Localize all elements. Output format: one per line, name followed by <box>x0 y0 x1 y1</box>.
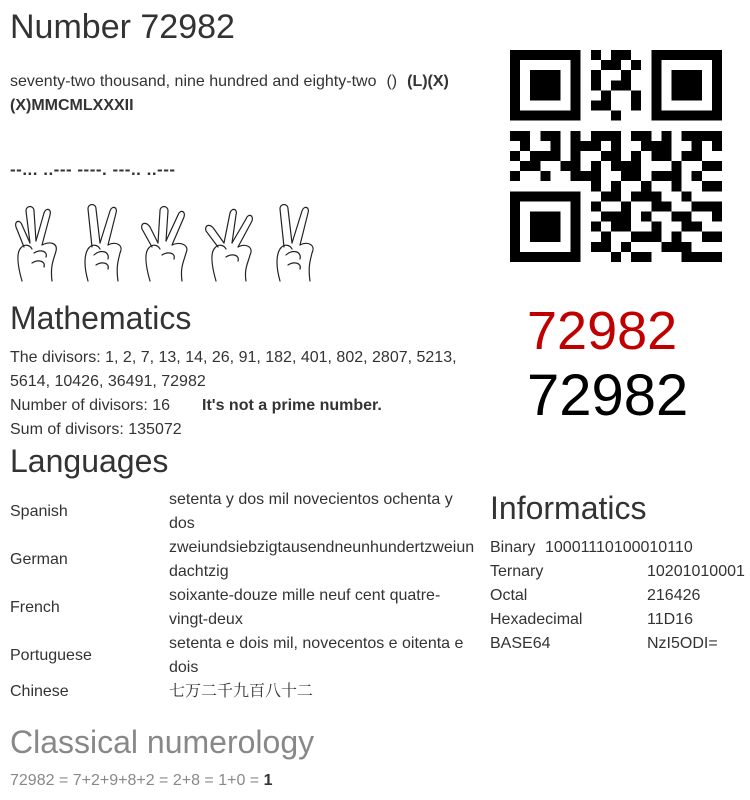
number-names <box>10 70 470 118</box>
language-value: 七万二千九百八十二 <box>169 683 314 700</box>
sum-of-divisors: Sum of divisors: 135072 <box>10 421 182 438</box>
roman-numeral: (L)(X)(X)MMCMLXXXII <box>10 73 449 114</box>
informatics-table <box>490 536 750 656</box>
info-label: Binary <box>490 539 536 556</box>
qr-code-icon <box>510 50 722 262</box>
morse-code: --... ..--- ----. ---.. ..--- <box>10 160 176 179</box>
info-label: Octal <box>490 587 528 604</box>
info-row-base64 <box>490 632 750 656</box>
info-label: Ternary <box>490 563 544 580</box>
numerology-heading: Classical numerology <box>10 724 315 760</box>
prime-status: It's not a prime number. <box>202 397 382 414</box>
info-value: 216426 <box>647 587 701 604</box>
number-of-divisors: Number of divisors: 16 <box>10 397 171 414</box>
page-title: Number 72982 <box>10 8 235 46</box>
number-words: seventy-two thousand, nine hundred and eighty-two <box>10 73 377 90</box>
divisors-list: The divisors: 1, 2, 7, 13, 14, 26, 91, 182, 401, 802, 2807, 5213, 5614, 10426, 36491, 72982 <box>10 349 457 390</box>
hand-sign-icon <box>138 203 196 283</box>
info-row-hexadecimal <box>490 608 750 632</box>
number-display-red: 72982 <box>527 301 678 361</box>
info-value: 10201010001 <box>647 563 745 580</box>
informatics-heading: Informatics <box>490 490 647 526</box>
numerology-equation <box>10 772 272 790</box>
language-name: Spanish <box>10 503 68 520</box>
language-value: zweiundsiebzigtausendneunhundertzweiundachtzig <box>169 539 475 580</box>
language-row-portuguese <box>10 632 475 680</box>
number-paren: () <box>386 73 398 90</box>
languages-table <box>10 488 475 704</box>
language-value: setenta e dois mil, novecentos e oitenta e dois <box>169 635 464 676</box>
hand-sign-icon <box>202 203 260 283</box>
language-row-french <box>10 584 475 632</box>
number-display-black: 72982 <box>527 363 689 428</box>
language-value: setenta y dos mil novecientos ochenta y dos <box>169 491 453 532</box>
language-name: Chinese <box>10 683 69 700</box>
hand-signs-row <box>10 203 324 283</box>
languages-heading: Languages <box>10 443 169 479</box>
language-row-spanish <box>10 488 475 536</box>
numerology-result: 1 <box>263 772 273 789</box>
language-name: French <box>10 599 60 616</box>
language-name: Portuguese <box>10 647 92 664</box>
language-row-german <box>10 536 475 584</box>
info-label: Hexadecimal <box>490 611 583 628</box>
language-row-chinese <box>10 680 475 704</box>
info-label: BASE64 <box>490 635 551 652</box>
info-row-octal <box>490 584 750 608</box>
hand-sign-icon <box>10 203 68 283</box>
info-value: 10001110100010110 <box>545 539 693 556</box>
language-value: soixante-douze mille neuf cent quatre-vingt-deux <box>169 587 441 628</box>
hand-sign-icon <box>266 203 324 283</box>
hand-sign-icon <box>74 203 132 283</box>
info-value: NzI5ODI= <box>647 635 718 652</box>
info-value: 11D16 <box>647 611 693 628</box>
language-name: German <box>10 551 68 568</box>
numerology-sum: 72982 = 7+2+9+8+2 = 2+8 = 1+0 = <box>10 772 264 789</box>
mathematics-heading: Mathematics <box>10 300 192 336</box>
info-row-ternary <box>490 560 750 584</box>
info-row-binary <box>490 536 750 560</box>
